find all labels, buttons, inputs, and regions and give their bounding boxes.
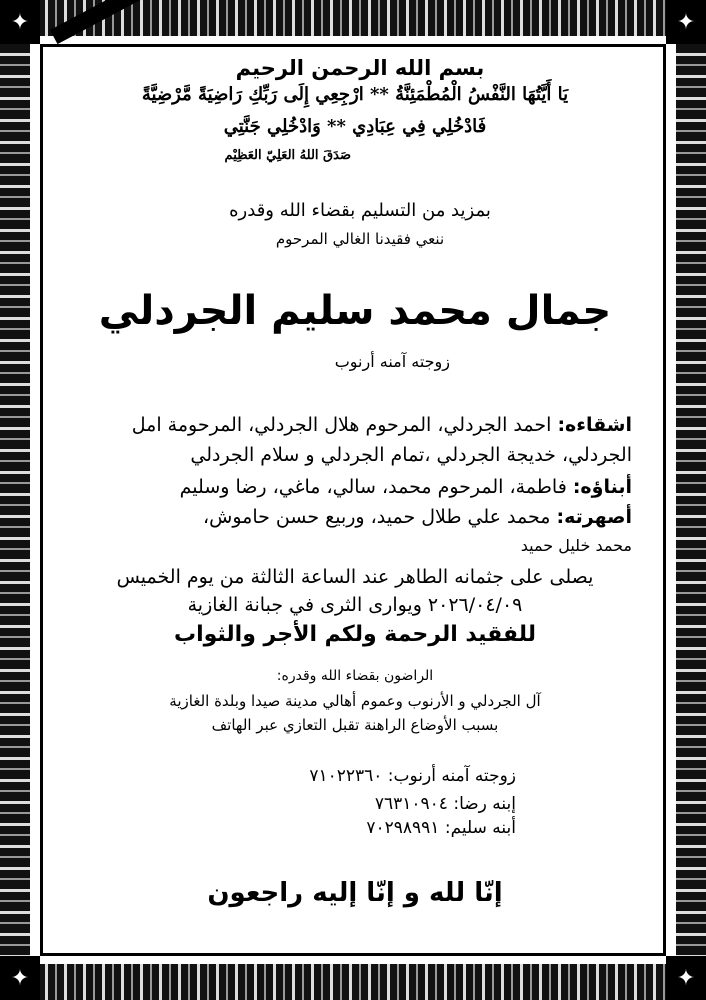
corner-ornament-icon: ✦ <box>0 956 40 1000</box>
inlaws-text-2: محمد خليل حميد <box>520 536 632 555</box>
mourners-line-3: بسبب الأوضاع الراهنة تقبل التعازي عبر الهاتف <box>211 716 499 734</box>
verse-line-2: فَادْخُلِي فِي عِبَادِي ** وَادْخُلِي جَنَّتِي <box>223 116 487 137</box>
siblings-text: احمد الجردلي، المرحوم هلال الجردلي، المرحومة امل <box>131 414 552 436</box>
siblings-label: اشقاءه: <box>557 414 632 436</box>
intro-line-2: ننعي فقيدنا الغالي المرحوم <box>275 230 445 248</box>
children-text: فاطمة، المرحوم محمد، سالي، ماغي، رضا وسليم <box>179 476 567 498</box>
mourners-line-2: آل الجردلي و الأرنوب وعموم أهالي مدينة صيدا وبلدة الغازية <box>169 692 541 710</box>
basmala: بسم الله الرحمن الرحيم <box>235 56 485 80</box>
verse-end: صَدَقَ اللهُ العَلِيّ العَظِيْم <box>224 148 351 163</box>
closing-phrase: إنّا لله و إنّا إليه راجعون <box>207 878 503 908</box>
children-label: أبناؤه: <box>572 476 632 498</box>
obituary-panel <box>40 44 666 956</box>
inlaws-label: أصهرته: <box>556 506 632 528</box>
intro-line-1: بمزيد من التسليم بقضاء الله وقدره <box>229 200 491 221</box>
bottom-border <box>0 964 706 1000</box>
prayer-line-2: ٢٠٢٦/٠٤/٠٩ ويوارى الثرى في جبانة الغازية <box>187 594 523 616</box>
prayer-line-1: يصلى على جثمانه الطاهر عند الساعة الثالثة من يوم الخميس <box>116 566 594 588</box>
phone-wife: زوجته آمنه أرنوب: ٧١٠٢٢٣٦٠ <box>309 766 516 786</box>
corner-ornament-icon: ✦ <box>666 0 706 44</box>
corner-ornament-icon: ✦ <box>666 956 706 1000</box>
corner-ornament-icon: ✦ <box>0 0 40 44</box>
prayer-line-3: للفقيد الرحمة ولكم الأجر والثواب <box>173 622 536 647</box>
right-border <box>676 0 706 1000</box>
phone-son-salim: أبنه سليم: ٧٠٢٩٨٩٩١ <box>366 818 516 838</box>
inlaws-text: محمد علي طلال حميد، وربيع حسن حاموش، <box>203 506 551 528</box>
wife-line: زوجته آمنه أرنوب <box>334 352 450 371</box>
deceased-name: جمال محمد سليم الجردلي <box>98 288 612 334</box>
mourners-line-1: الراضون بقضاء الله وقدره: <box>276 668 434 684</box>
left-border <box>0 0 30 1000</box>
verse-line-1: يَا أَيَّتُهَا النَّفْسُ الْمُطْمَئِنَّةُ ** ارْجِعِي إِلَى رَبِّكِ رَاضِيَةً مَّرْضِيَّةً <box>141 84 569 105</box>
phone-son-rida: إبنه رضا: ٧٦٣١٠٩٠٤ <box>374 794 516 814</box>
siblings-text-2: الجردلي، خديجة الجردلي ،تمام الجردلي و سلام الجردلي <box>190 444 632 466</box>
